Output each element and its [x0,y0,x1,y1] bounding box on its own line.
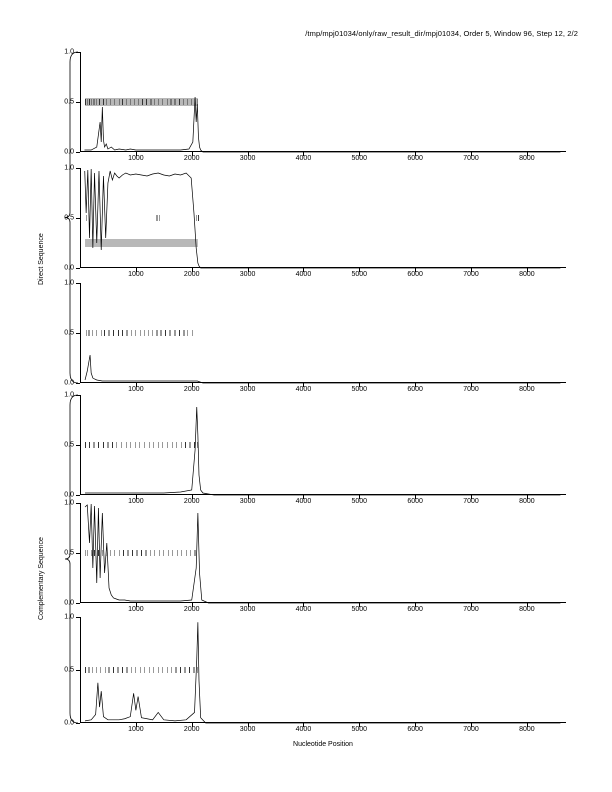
x-tick-label: 8000 [519,386,535,393]
x-tick-label: 7000 [463,271,479,278]
y-tick-label: 0.5 [64,329,74,337]
y-tick-label: 0.0 [64,264,74,272]
x-tick-label: 6000 [407,271,423,278]
y-tick-label: 0.0 [64,719,74,727]
x-tick-label: 2000 [183,386,200,393]
x-tick-label: 7000 [463,726,479,733]
y-tick-label: 0.5 [64,98,74,106]
x-tick-label: 3000 [239,498,256,505]
y-tick-label: 1.0 [64,48,74,56]
x-tick-label: 1000 [128,271,144,278]
series-layer [80,395,566,495]
y-tick-label: 0.0 [64,599,74,607]
figure-title: /tmp/mpj01034/only/raw_result_dir/mpj01034, Order 5, Window 96, Step 12, 2/2 [305,29,578,38]
x-tick-label: 2000 [183,726,200,733]
orf-box [85,98,198,106]
x-tick-label: 5000 [351,726,368,733]
y-tick-label: 0.5 [64,666,74,674]
x-tick-label: 5000 [351,606,368,613]
x-tick-label: 4000 [295,155,312,162]
y-tick-label: 0.0 [64,379,74,387]
x-tick-label: 1000 [128,606,144,613]
chart-panel-5 [64,613,566,733]
y-tick-label: 1.0 [64,391,74,399]
orf-box [85,239,198,247]
chart-panel-4 [64,499,566,613]
series-layer [80,283,566,383]
series-line [85,622,560,723]
x-tick-label: 7000 [463,606,479,613]
chart-panel-3 [64,391,566,505]
x-tick-label: 8000 [519,726,535,733]
y-tick-label: 0.5 [64,549,74,557]
x-tick-label: 5000 [351,155,368,162]
series-layer [80,168,566,268]
x-tick-label: 7000 [463,155,479,162]
x-tick-label: 4000 [295,606,312,613]
chart-panel-1 [64,164,566,278]
x-tick-label: 4000 [295,386,312,393]
series-line [85,407,560,495]
x-tick-label: 5000 [351,498,368,505]
y-tick-label: 0.5 [64,441,74,449]
x-axis-title: Nucleotide Position [293,741,353,748]
y-tick-label: 1.0 [64,613,74,621]
x-tick-label: 4000 [295,498,312,505]
x-tick-label: 8000 [519,155,535,162]
x-tick-label: 7000 [463,386,479,393]
x-tick-label: 1000 [128,386,144,393]
group-label-complementary: Complementary Sequence [38,537,45,620]
x-tick-label: 4000 [295,726,312,733]
group-label-direct: Direct Sequence [38,233,45,285]
series-line [85,169,561,268]
x-tick-label: 1000 [128,726,144,733]
x-tick-label: 2000 [183,498,200,505]
x-tick-label: 2000 [183,271,200,278]
x-tick-label: 3000 [239,386,256,393]
y-tick-label: 0.0 [64,491,74,499]
x-tick-label: 6000 [407,386,423,393]
x-tick-label: 7000 [463,498,479,505]
x-tick-label: 3000 [239,155,256,162]
series-line [85,355,560,383]
series-layer [80,617,566,723]
x-tick-label: 8000 [519,498,535,505]
x-tick-label: 4000 [295,271,312,278]
chart-panel-0 [64,48,566,162]
x-tick-label: 6000 [407,498,423,505]
y-tick-label: 0.0 [64,148,74,156]
x-tick-label: 6000 [407,726,423,733]
x-tick-label: 8000 [519,606,535,613]
x-tick-label: 1000 [128,498,144,505]
y-tick-label: 0.5 [64,214,74,222]
y-tick-label: 1.0 [64,279,74,287]
x-tick-label: 1000 [128,155,144,162]
x-tick-label: 5000 [351,386,368,393]
chart-panel-2 [64,279,566,393]
y-tick-label: 1.0 [64,499,74,507]
x-tick-label: 6000 [407,155,423,162]
series-layer [80,503,566,603]
x-tick-label: 2000 [183,606,200,613]
x-tick-label: 6000 [407,606,423,613]
series-line [85,504,560,603]
x-tick-label: 3000 [239,726,256,733]
x-tick-label: 3000 [239,271,256,278]
x-tick-label: 5000 [351,271,368,278]
x-tick-label: 2000 [183,155,200,162]
series-layer [80,52,566,152]
y-tick-label: 1.0 [64,164,74,172]
x-tick-label: 8000 [519,271,535,278]
x-tick-label: 3000 [239,606,256,613]
